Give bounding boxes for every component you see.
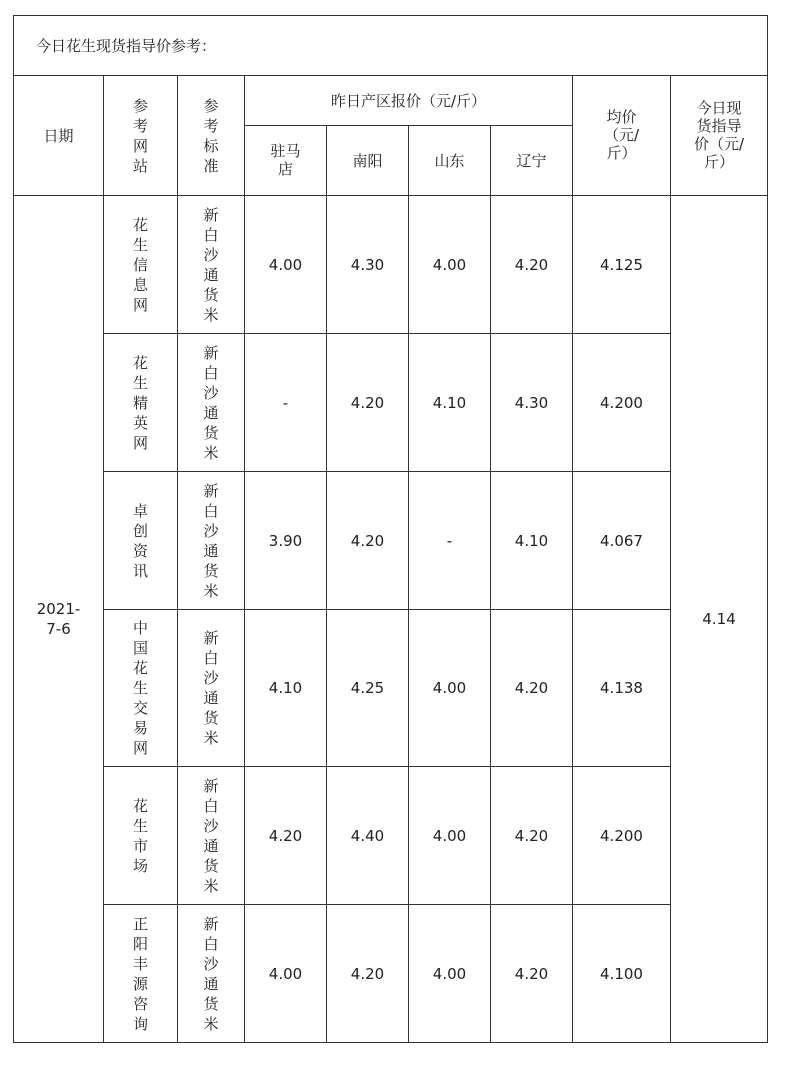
date-cell <box>14 196 104 1043</box>
site-name: 中国花生交易网 <box>132 619 148 757</box>
site-name: 卓创资讯 <box>132 501 148 580</box>
site-cell <box>104 905 178 1043</box>
avg-cell: 4.067 <box>573 472 671 610</box>
standard-cell <box>178 472 245 610</box>
site-cell <box>104 767 178 905</box>
header-date-label: 日期 <box>43 126 74 145</box>
table-row <box>14 196 768 334</box>
price-cell: 4.10 <box>491 472 573 610</box>
price-cell: 4.00 <box>409 610 491 767</box>
title-row <box>14 16 768 76</box>
standard-name: 新白沙通货米 <box>203 343 219 462</box>
price-cell: 3.90 <box>245 472 327 610</box>
price-cell: 4.30 <box>327 196 409 334</box>
price-cell: 4.20 <box>327 905 409 1043</box>
header-region-liaoning <box>491 126 573 196</box>
header-region-nanyang <box>327 126 409 196</box>
standard-name: 新白沙通货米 <box>203 776 219 895</box>
site-name: 正阳丰源咨询 <box>132 914 148 1033</box>
header-guide-label: 今日现货指导价（元/斤） <box>694 99 745 171</box>
table-row <box>14 767 768 905</box>
table-row <box>14 610 768 767</box>
price-cell: 4.00 <box>409 196 491 334</box>
guide-price-value: 4.14 <box>702 610 736 628</box>
price-cell: 4.20 <box>245 767 327 905</box>
standard-name: 新白沙通货米 <box>203 914 219 1033</box>
table-row <box>14 905 768 1043</box>
price-table <box>13 15 768 1043</box>
price-cell: 4.20 <box>491 905 573 1043</box>
standard-cell <box>178 196 245 334</box>
header-region-shandong <box>409 126 491 196</box>
avg-cell: 4.200 <box>573 334 671 472</box>
header-site-label: 参考网站 <box>132 96 148 175</box>
site-cell <box>104 610 178 767</box>
header-region-group-label: 昨日产区报价（元/斤） <box>330 91 487 110</box>
header-avg <box>573 76 671 196</box>
avg-cell: 4.138 <box>573 610 671 767</box>
table-row <box>14 334 768 472</box>
avg-cell: 4.100 <box>573 905 671 1043</box>
header-standard <box>178 76 245 196</box>
header-region-label: 山东 <box>434 151 465 170</box>
price-cell: 4.20 <box>327 334 409 472</box>
header-region-label: 辽宁 <box>516 151 547 170</box>
standard-name: 新白沙通货米 <box>203 205 219 324</box>
header-standard-label: 参考标准 <box>203 96 219 175</box>
header-region-label: 驻马店 <box>270 142 301 178</box>
table-title: 今日花生现货指导价参考： <box>14 16 768 76</box>
table-row <box>14 472 768 610</box>
standard-cell <box>178 767 245 905</box>
guide-price-cell <box>671 196 768 1043</box>
site-cell <box>104 472 178 610</box>
price-cell: 4.40 <box>327 767 409 905</box>
price-cell: 4.10 <box>409 334 491 472</box>
price-cell: 4.00 <box>245 196 327 334</box>
header-region-zhumadian <box>245 126 327 196</box>
standard-cell <box>178 610 245 767</box>
avg-cell: 4.125 <box>573 196 671 334</box>
standard-cell <box>178 334 245 472</box>
price-cell: - <box>245 334 327 472</box>
price-cell: 4.00 <box>409 905 491 1043</box>
header-guide <box>671 76 768 196</box>
site-cell <box>104 334 178 472</box>
price-cell: 4.20 <box>491 767 573 905</box>
site-cell <box>104 196 178 334</box>
header-site <box>104 76 178 196</box>
header-region-label: 南阳 <box>352 151 383 170</box>
header-region-group <box>245 76 573 126</box>
site-name: 花生精英网 <box>132 353 148 452</box>
price-cell: 4.20 <box>491 196 573 334</box>
price-cell: 4.20 <box>491 610 573 767</box>
standard-name: 新白沙通货米 <box>203 629 219 747</box>
header-avg-label: 均价（元/斤） <box>603 108 640 162</box>
price-cell: 4.10 <box>245 610 327 767</box>
site-name: 花生信息网 <box>132 215 148 314</box>
price-cell: 4.00 <box>409 767 491 905</box>
price-cell: 4.25 <box>327 610 409 767</box>
price-cell: 4.20 <box>327 472 409 610</box>
price-cell: - <box>409 472 491 610</box>
header-date <box>14 76 104 196</box>
price-cell: 4.30 <box>491 334 573 472</box>
avg-cell: 4.200 <box>573 767 671 905</box>
site-name: 花生市场 <box>132 796 148 875</box>
header-row-1 <box>14 76 768 126</box>
date-value: 2021-7-6 <box>36 600 81 638</box>
standard-cell <box>178 905 245 1043</box>
price-cell: 4.00 <box>245 905 327 1043</box>
standard-name: 新白沙通货米 <box>203 481 219 600</box>
